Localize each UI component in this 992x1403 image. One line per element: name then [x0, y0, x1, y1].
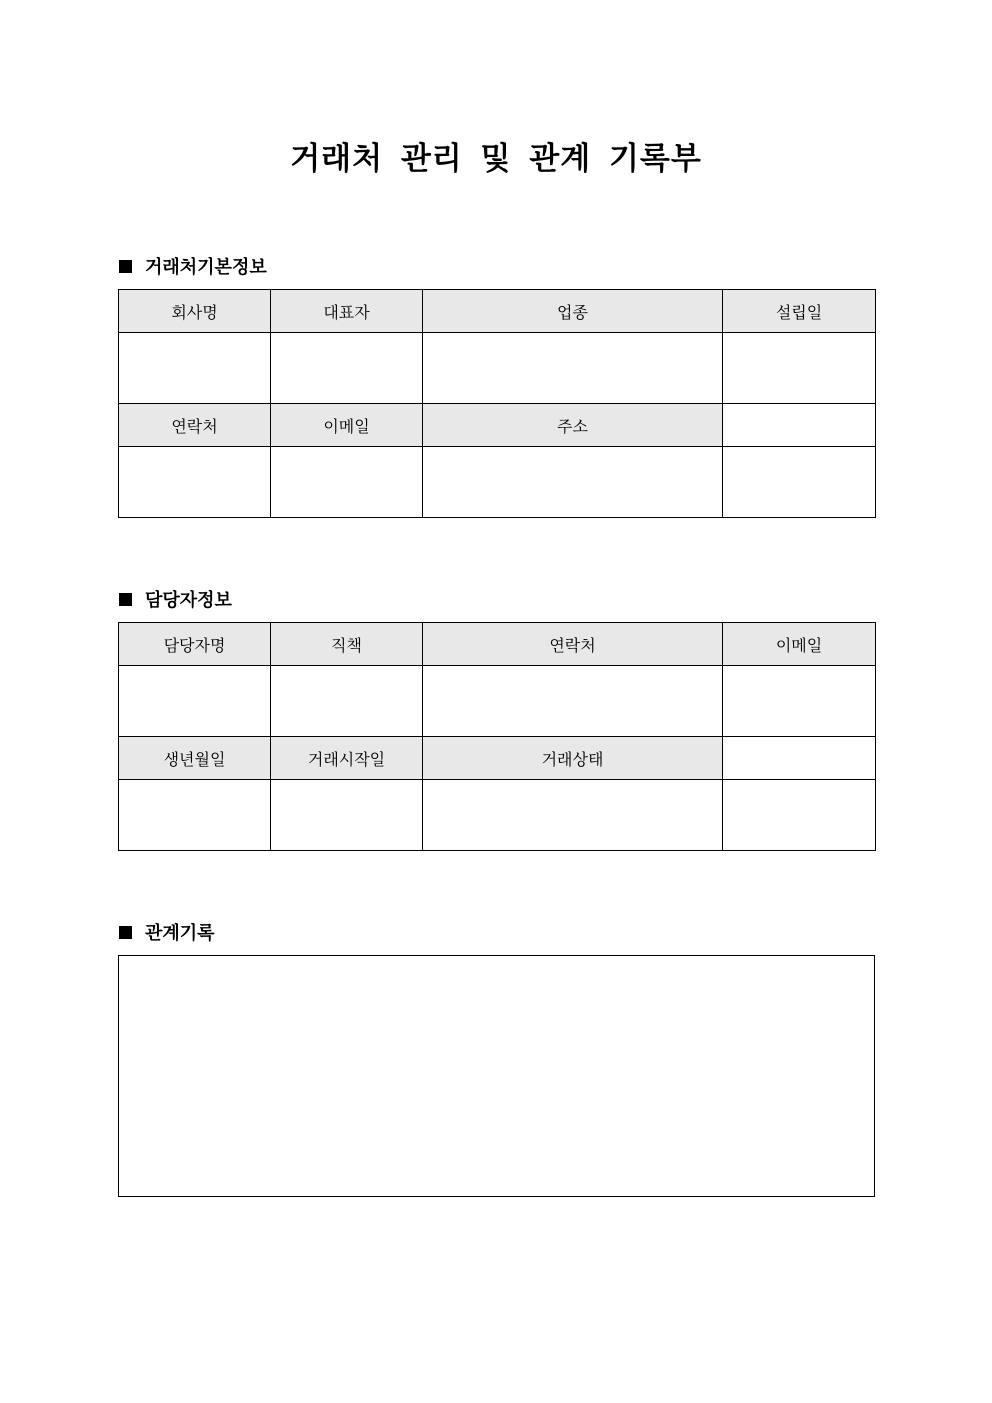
representative-field[interactable]: [271, 333, 423, 404]
basic-info-table: [118, 289, 876, 518]
email-field[interactable]: [271, 447, 423, 518]
header-email: 이메일: [271, 404, 423, 447]
header-row: [119, 737, 876, 780]
header-contact: 연락처: [423, 623, 723, 666]
header-industry: 업종: [423, 290, 723, 333]
address-field[interactable]: [423, 447, 723, 518]
blank-header-cell: [723, 737, 876, 780]
header-trade-status: 거래상태: [423, 737, 723, 780]
trade-status-field[interactable]: [423, 780, 723, 851]
trade-start-date-field[interactable]: [271, 780, 423, 851]
extra-field[interactable]: [723, 447, 876, 518]
page-title: 거래처 관리 및 관계 기록부: [290, 141, 702, 177]
value-row: [119, 780, 876, 851]
header-email: 이메일: [723, 623, 876, 666]
birth-date-field[interactable]: [119, 780, 271, 851]
blank-header-cell: [723, 404, 876, 447]
header-row: [119, 290, 876, 333]
square-bullet-icon: [119, 926, 132, 939]
header-trade-start-date: 거래시작일: [271, 737, 423, 780]
industry-field[interactable]: [423, 333, 723, 404]
header-address: 주소: [423, 404, 723, 447]
header-company-name: 회사명: [119, 290, 271, 333]
founded-date-field[interactable]: [723, 333, 876, 404]
manager-info-table: [118, 622, 876, 851]
section-title: 거래처기본정보: [145, 257, 267, 278]
header-contact: 연락처: [119, 404, 271, 447]
relation-record-box[interactable]: [118, 955, 875, 1197]
contact-field[interactable]: [119, 447, 271, 518]
manager-name-field[interactable]: [119, 666, 271, 737]
section-heading-relation: [119, 919, 215, 945]
value-row: [119, 447, 876, 518]
manager-contact-field[interactable]: [423, 666, 723, 737]
header-row: [119, 404, 876, 447]
header-representative: 대표자: [271, 290, 423, 333]
header-birth-date: 생년월일: [119, 737, 271, 780]
square-bullet-icon: [119, 593, 132, 606]
header-row: [119, 623, 876, 666]
value-row: [119, 666, 876, 737]
section-heading-basic: [119, 253, 267, 279]
header-founded-date: 설립일: [723, 290, 876, 333]
header-position: 직책: [271, 623, 423, 666]
section-title: 관계기록: [145, 923, 215, 944]
section-heading-manager: [119, 586, 232, 612]
header-manager-name: 담당자명: [119, 623, 271, 666]
position-field[interactable]: [271, 666, 423, 737]
extra-field[interactable]: [723, 780, 876, 851]
square-bullet-icon: [119, 260, 132, 273]
manager-email-field[interactable]: [723, 666, 876, 737]
section-title: 담당자정보: [145, 590, 232, 611]
company-name-field[interactable]: [119, 333, 271, 404]
value-row: [119, 333, 876, 404]
